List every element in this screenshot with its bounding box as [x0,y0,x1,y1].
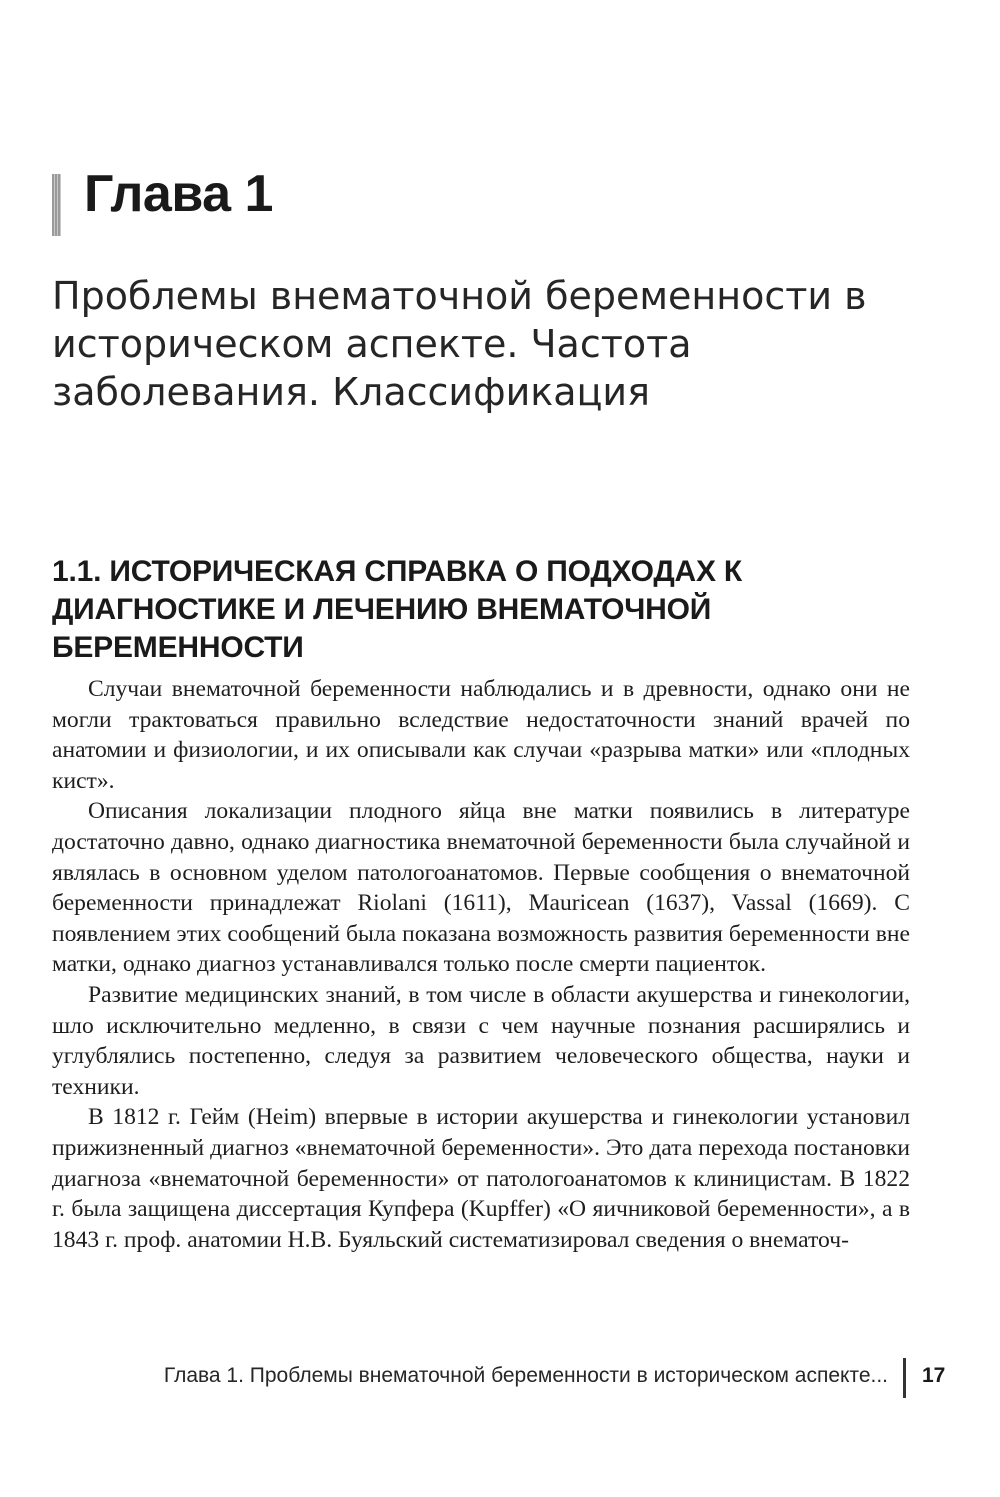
page-number: 17 [922,1364,946,1387]
chapter-label: Глава 1 [84,165,273,223]
chapter-marker-bar [52,174,61,236]
chapter-title: Проблемы внематочной беременности в историческом аспекте. Частота заболевания. Классификация [52,274,867,414]
section-heading: 1.1. ИСТОРИЧЕСКАЯ СПРАВКА О ПОДХОДАХ К ДИАГНОСТИКЕ И ЛЕЧЕНИЮ ВНЕМАТОЧНОЙ БЕРЕМЕННОСТИ [52,555,743,664]
running-head: Глава 1. Проблемы внематочной беременности в историческом аспекте... [163,1364,888,1387]
footer-divider [903,1358,906,1398]
page-footer [0,1358,1000,1398]
paragraph: Развитие медицинских знаний, в том числе в области акушерства и гинекологии, шло исключительно медленно, в связи с чем научные познания расширялись и углублялись постепенно, следуя за развитием человеческого общества, науки и техники. [52,981,910,1100]
paragraph: Случаи внематочной беременности наблюдались и в древности, однако они не могли трактоваться правильно вследствие недостаточности знаний врачей по анатомии и физиологии, и их описывали как случаи «разрыва матки» или «плодных кист». [52,676,910,794]
body-text [52,674,910,1255]
paragraph: Описания локализации плодного яйца вне матки появились в литературе достаточно давно, однако диагностика внематочной беременности была случайной и являлась в основном уделом патологоанатомов. Первые сообщения о внематочной беременности принадлежат Riolani (1611), Mauricean (1637), Vassal (1669). С появлением этих сообщений была показана возможность развития беременности вне матки, однако диагноз устанавливался только после смерти пациенток. [52,798,910,978]
paragraph: В 1812 г. Гейм (Heim) впервые в истории акушерства и гинекологии установил прижизненный диагноз «внематочной беременности». Это дата перехода постановки диагноза «внематочной беременности» от патологоанатомов к клиницистам. В 1822 г. была защищена диссертация Купфера (Kupffer) «О яичниковой беременности», а в 1843 г. проф. анатомии Н.В. Буяльский систематизировал сведения о внематоч- [52,1104,910,1253]
